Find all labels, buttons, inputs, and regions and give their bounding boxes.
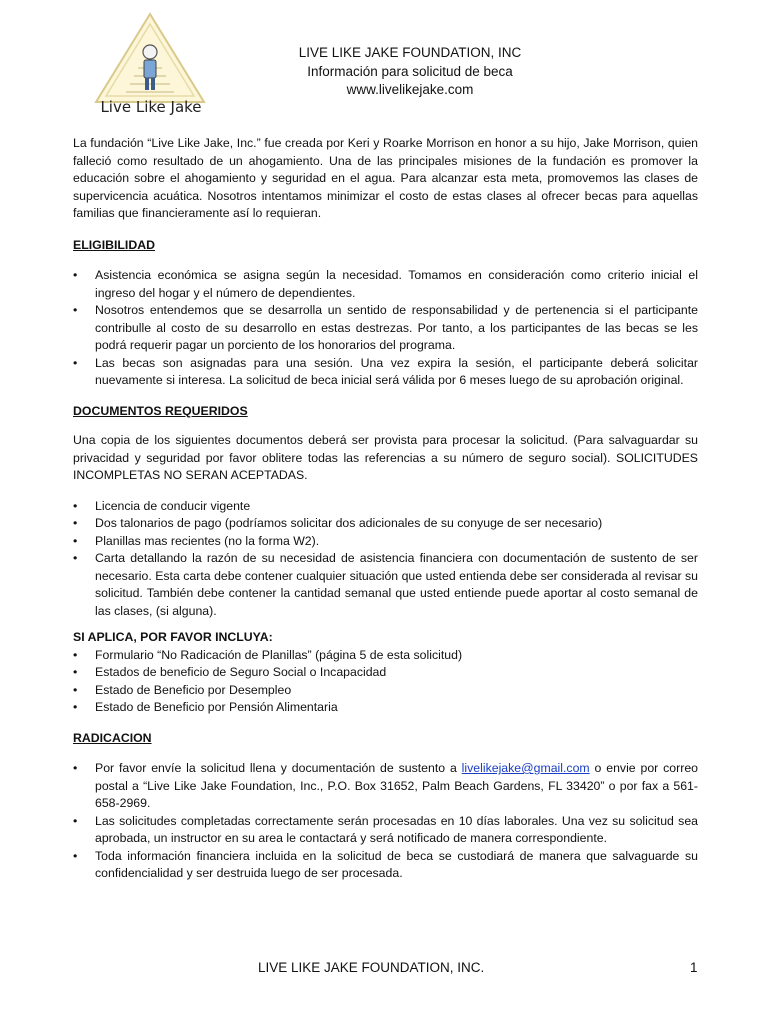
list-item: • Licencia de conducir vigente: [73, 498, 698, 516]
logo-text: Live Like Jake: [100, 98, 202, 116]
bullet: •: [73, 516, 78, 530]
org-name: LIVE LIKE JAKE FOUNDATION, INC: [298, 45, 522, 60]
bullet: •: [73, 533, 78, 548]
footer-text: LIVE LIKE JAKE FOUNDATION, INC.: [258, 960, 485, 975]
bullet: •: [73, 813, 78, 828]
list-item: • Estados de beneficio de Seguro Social o Incapacidad: [73, 664, 698, 682]
bullet: •: [73, 551, 78, 565]
list-item: • Planillas mas recientes (no la forma W2).: [73, 533, 698, 551]
filing-heading: RADICACION: [73, 730, 152, 745]
page-number: 1: [690, 960, 698, 975]
website: www.livelikejake.com: [346, 82, 474, 97]
documents-list: [73, 498, 698, 621]
bullet: •: [73, 647, 78, 662]
list-item: • Toda información financiera incluida en la solicitud de beca se custodiará de manera que salvaguarde su confidencialidad y ser destruida luego de ser procesada.: [73, 848, 698, 880]
list-item: • Dos talonarios de pago (podríamos solicitar dos adicionales de su conyuge de ser necesario): [73, 515, 698, 533]
if-applies-list: [73, 647, 698, 717]
bullet: •: [73, 700, 78, 714]
bullet: •: [73, 268, 78, 282]
bullet: •: [73, 761, 78, 775]
document-body: [73, 135, 698, 883]
documents-heading: DOCUMENTOS REQUERIDOS: [73, 403, 248, 418]
list-item: • Las becas son asignadas para una sesión. Una vez expira la sesión, el participante deberá solicitar nuevamente si interesa. La solicitud de beca inicial será válida por 6 meses luego de su aprobación original.: [73, 355, 698, 387]
list-item: • Por favor envíe la solicitud llena y documentación de sustento a livelikejake@gmail.com o envie por correo postal a “Live Like Jake Foundation, Inc., P.O. Box 31652, Palm Beach Gardens, FL 33420” o por fax a 561-658-2969.: [73, 761, 699, 810]
email-link[interactable]: livelikejake@gmail.com: [461, 761, 590, 775]
filing-list: [73, 760, 698, 883]
list-item: • Estado de Beneficio por Desempleo: [73, 682, 698, 700]
bullet: •: [73, 355, 78, 370]
bullet: •: [73, 665, 78, 679]
list-item: • Formulario “No Radicación de Planillas” (página 5 de esta solicitud): [73, 647, 698, 665]
if-applies-heading: SI APLICA, POR FAVOR INCLUYA:: [73, 630, 273, 644]
bullet: •: [73, 303, 78, 317]
list-item: • Nosotros entendemos que se desarrolla un sentido de responsabilidad y de pertenencia si el participante contribulle al costo de su desarrollo en estas destrezas. Por tanto, a los participantes de las becas se les podrá requerir pagar un porciento de los honorarios del programa.: [73, 303, 698, 352]
document-subtitle: Información para solicitud de beca: [307, 63, 513, 79]
bullet: •: [73, 848, 78, 863]
eligibility-list: [73, 267, 698, 390]
eligibility-heading: ELIGIBILIDAD: [73, 237, 155, 252]
list-item: • Asistencia económica se asigna según la necesidad. Tomamos en consideración como criterio inicial el ingreso del hogar y el número de dependientes.: [73, 268, 698, 300]
documents-intro: Una copia de los siguientes documentos deberá ser provista para procesar la solicitud. (Para salvaguardar su privacidad y seguridad por favor oblitere todas las referencias a su número de seguro social). SOLICITUDES INCOMPLETAS NO SERAN ACEPTADAS.: [73, 433, 698, 482]
list-item: • Estado de Beneficio por Pensión Alimentaria: [73, 699, 698, 717]
bullet: •: [73, 498, 78, 513]
list-item: • Las solicitudes completadas correctamente serán procesadas en 10 días laborales. Una vez su solicitud sea aprobada, un instructor en su area le contactará y será notificado de manera correspondiente.: [73, 813, 698, 845]
intro-paragraph: La fundación “Live Like Jake, Inc.” fue creada por Keri y Roarke Morrison en honor a su hijo, Jake Morrison, quien falleció como resultado de un ahogamiento. Una de las principales misiones de la fundación es promover la educación sobre el ahogamiento y seguridad en el agua. Para alcanzar esta meta, promovemos las clases de supervicencia acuática. Nosotros intentamos minimizar el costo de estas clases al ofrecer becas para aquellas familias que financieramente así lo requieran.: [73, 136, 698, 220]
document-header: [250, 44, 570, 100]
bullet: •: [73, 682, 78, 697]
list-item: • Carta detallando la razón de su necesidad de asistencia financiera con documentación de sustento de ser necesario. Esta carta debe contener cualquier situación que usted entienda debe ser considerada al revisar su solicitud. También debe contener la cantidad semanal que usted entiende puede aportar al costo semanal de las clases, (si alguna).: [73, 551, 698, 618]
